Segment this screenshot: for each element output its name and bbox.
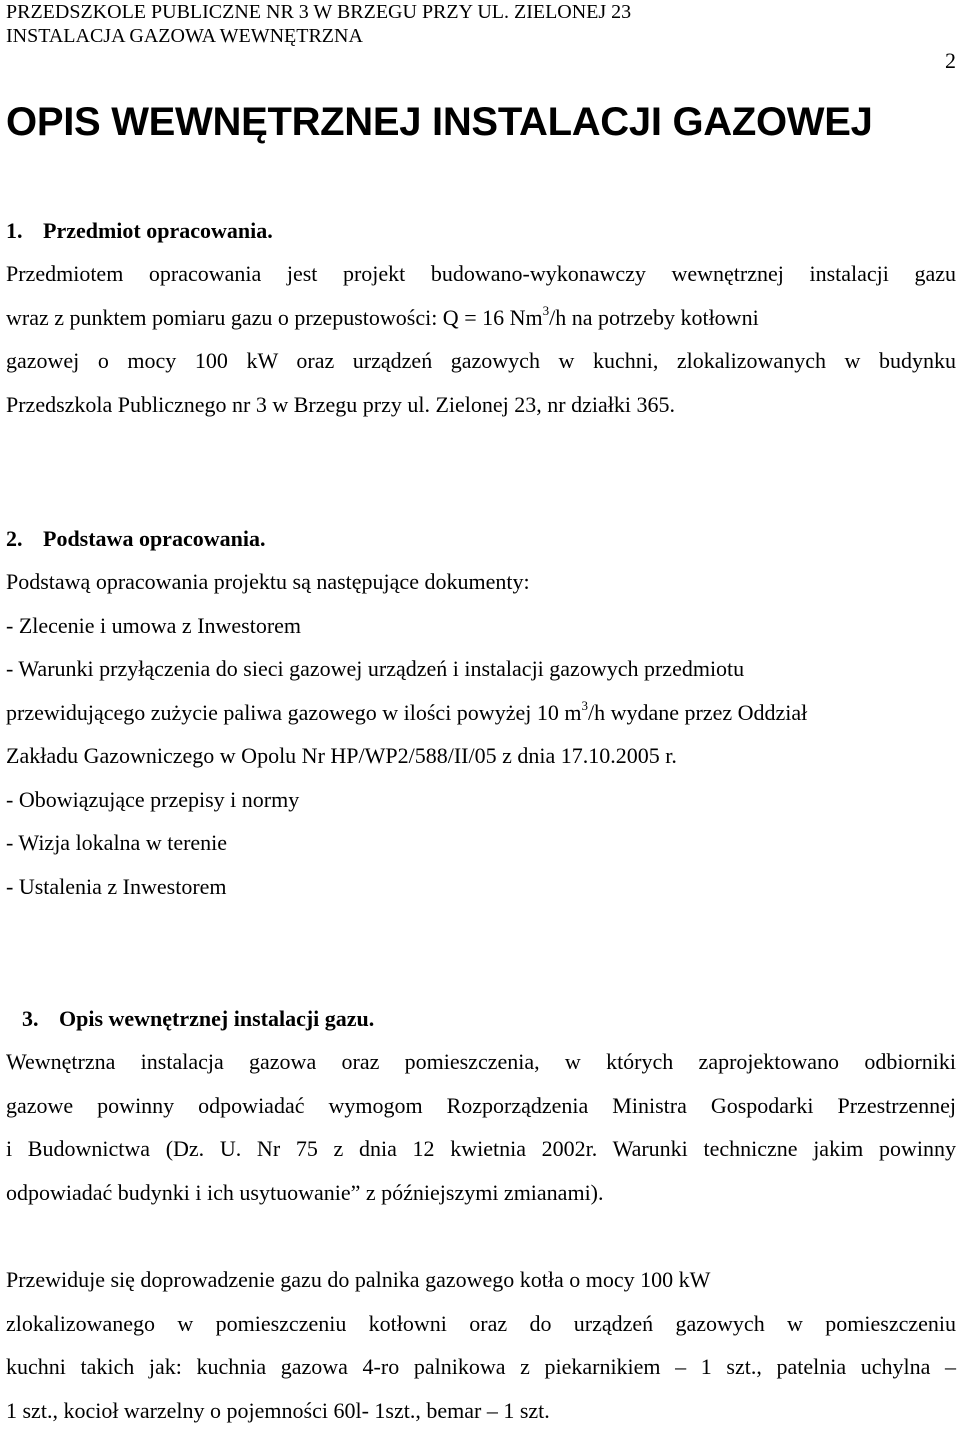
paragraph-line: 1 szt., kocioł warzelny o pojemności 60l- 1szt., bemar – 1 szt. <box>6 1389 956 1432</box>
section-1-number: 1. <box>6 218 43 244</box>
paragraph-line <box>6 691 956 735</box>
section-3-number: 3. <box>22 1006 59 1032</box>
text-run: /h wydane przez Oddział <box>588 700 807 725</box>
section-3-paragraph-2 <box>6 1258 956 1432</box>
paragraph-line: odpowiadać budynki i ich usytuowanie” z późniejszymi zmianami). <box>6 1171 956 1215</box>
section-2-title: Podstawa opracowania. <box>43 526 265 551</box>
list-item: - Warunki przyłączenia do sieci gazowej urządzeń i instalacji gazowych przedmiotu <box>6 647 956 691</box>
paragraph-line: Zakładu Gazowniczego w Opolu Nr HP/WP2/588/II/05 z dnia 17.10.2005 r. <box>6 734 956 778</box>
document-header <box>6 0 631 48</box>
paragraph-line: Przedszkola Publicznego nr 3 w Brzegu przy ul. Zielonej 23, nr działki 365. <box>6 383 956 427</box>
section-1-heading <box>6 218 273 244</box>
superscript: 3 <box>581 698 588 713</box>
paragraph-line: gazowej o mocy 100 kW oraz urządzeń gazowych w kuchni, zlokalizowanych w budynku <box>6 339 956 383</box>
paragraph-line: Wewnętrzna instalacja gazowa oraz pomieszczenia, w których zaprojektowano odbiorniki <box>6 1040 956 1084</box>
paragraph-line <box>6 296 956 340</box>
list-item: - Wizja lokalna w terenie <box>6 821 956 865</box>
superscript: 3 <box>543 303 550 318</box>
paragraph-line: Podstawą opracowania projektu są następujące dokumenty: <box>6 560 956 604</box>
paragraph-line: zlokalizowanego w pomieszczeniu kotłowni oraz do urządzeń gazowych w pomieszczeniu <box>6 1302 956 1346</box>
list-item: - Zlecenie i umowa z Inwestorem <box>6 604 956 648</box>
paragraph-line: kuchni takich jak: kuchnia gazowa 4-ro palnikowa z piekarnikiem – 1 szt., patelnia uchylna – <box>6 1345 956 1389</box>
paragraph-line: Przedmiotem opracowania jest projekt budowano-wykonawczy wewnętrznej instalacji gazu <box>6 252 956 296</box>
page-number: 2 <box>945 48 956 74</box>
paragraph-line: gazowe powinny odpowiadać wymogom Rozporządzenia Ministra Gospodarki Przestrzennej <box>6 1084 956 1128</box>
section-3-heading <box>22 1006 374 1032</box>
text-run: przewidującego zużycie paliwa gazowego w ilości powyżej 10 m <box>6 700 581 725</box>
section-1-title: Przedmiot opracowania. <box>43 218 273 243</box>
list-item: - Ustalenia z Inwestorem <box>6 865 956 909</box>
section-1-paragraph <box>6 252 956 426</box>
paragraph-line: i Budownictwa (Dz. U. Nr 75 z dnia 12 kwietnia 2002r. Warunki techniczne jakim powinny <box>6 1127 956 1171</box>
section-3-paragraph-1 <box>6 1040 956 1214</box>
section-2-number: 2. <box>6 526 43 552</box>
section-3-title: Opis wewnętrznej instalacji gazu. <box>59 1006 374 1031</box>
document-title: OPIS WEWNĘTRZNEJ INSTALACJI GAZOWEJ <box>6 98 956 146</box>
paragraph-line: Przewiduje się doprowadzenie gazu do palnika gazowego kotła o mocy 100 kW <box>6 1258 956 1302</box>
list-item: - Obowiązujące przepisy i normy <box>6 778 956 822</box>
section-2-heading <box>6 526 265 552</box>
text-run: wraz z punktem pomiaru gazu o przepustowości: Q = 16 Nm <box>6 305 543 330</box>
header-line-subject: INSTALACJA GAZOWA WEWNĘTRZNA <box>6 24 631 48</box>
header-line-school: PRZEDSZKOLE PUBLICZNE NR 3 W BRZEGU PRZY UL. ZIELONEJ 23 <box>6 0 631 24</box>
text-run: /h na potrzeby kotłowni <box>549 305 759 330</box>
section-2-paragraph <box>6 560 956 908</box>
